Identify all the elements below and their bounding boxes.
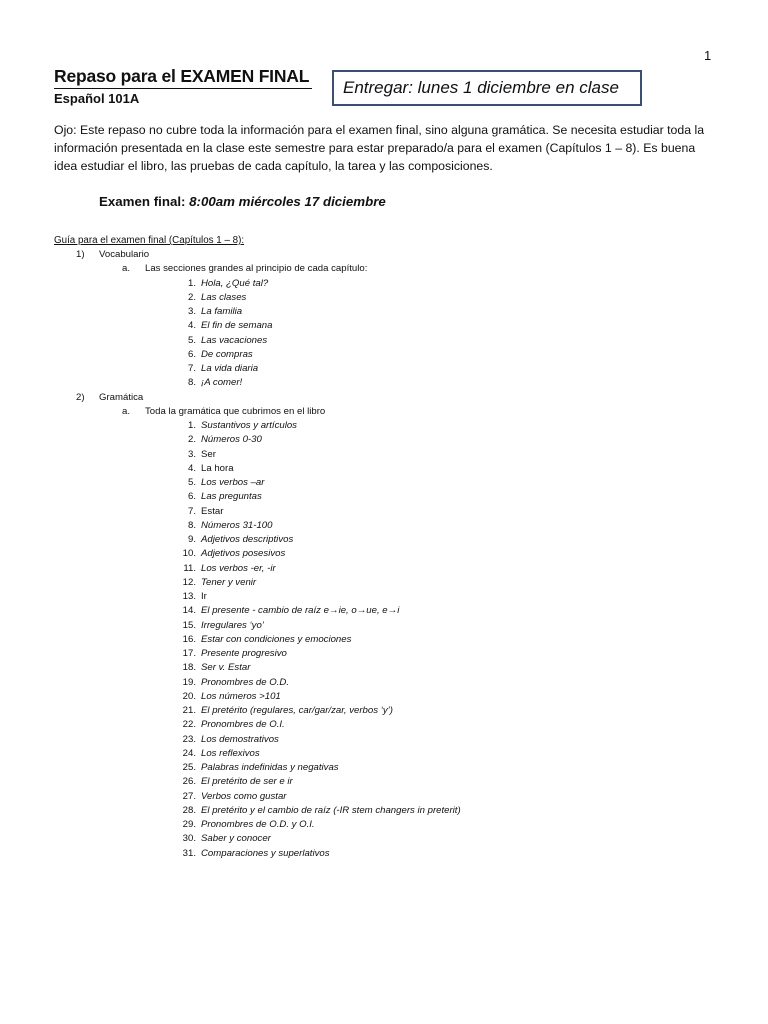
list-item-text: Pronombres de O.I. xyxy=(201,719,285,731)
list-item-number: 12. xyxy=(182,576,196,588)
list-item-text: Pronombres de O.D. xyxy=(201,676,289,688)
list-item-number: 8. xyxy=(187,519,196,531)
list-item-number: 22. xyxy=(182,719,196,731)
list-item-text: El fin de semana xyxy=(201,320,273,332)
list-item-number: 3. xyxy=(187,306,196,317)
list-item-text: Estar xyxy=(201,505,224,517)
list-item-text: Hola, ¿Qué tal? xyxy=(201,277,269,289)
subsection-label: Las secciones grandes al principio de cada capítulo: xyxy=(145,263,368,275)
list-item-number: 15. xyxy=(182,619,196,631)
list-item-number: 10. xyxy=(182,548,196,560)
list-item-number: 30. xyxy=(182,833,196,845)
list-item-number: 4. xyxy=(187,320,196,332)
subsection-marker: a. xyxy=(122,263,131,275)
list-item-number: 23. xyxy=(182,733,196,745)
list-item-number: 25. xyxy=(182,762,196,773)
list-item-text: Los números >101 xyxy=(201,690,281,702)
list-item-number: 4. xyxy=(187,462,196,474)
list-item-number: 7. xyxy=(187,505,196,517)
list-item-number: 3. xyxy=(187,448,196,460)
list-item-text: El pretérito de ser e ir xyxy=(201,776,293,788)
list-item-number: 6. xyxy=(187,348,196,360)
list-item-number: 5. xyxy=(187,334,196,346)
list-item-number: 18. xyxy=(182,662,196,674)
list-item-text: Comparaciones y superlativos xyxy=(201,847,330,859)
list-item-text: Las preguntas xyxy=(201,491,262,503)
list-item-text: Ir xyxy=(201,591,207,602)
list-item-number: 14. xyxy=(182,605,196,617)
list-item-text: Pronombres de O.D. y O.I. xyxy=(201,819,315,830)
exam-date-line xyxy=(99,194,386,209)
list-item-number: 27. xyxy=(182,790,196,802)
list-item-number: 9. xyxy=(187,534,196,545)
list-item-text: El pretérito y el cambio de raíz (-IR stem changers in preterit) xyxy=(201,804,461,816)
list-item-number: 2. xyxy=(187,434,196,446)
list-item-number: 31. xyxy=(182,847,196,859)
section-number: 1) xyxy=(76,249,85,260)
list-item-number: 7. xyxy=(187,363,196,374)
list-item-number: 21. xyxy=(182,705,196,716)
list-item-number: 1. xyxy=(187,420,196,431)
list-item-text: La familia xyxy=(201,306,243,317)
list-item-text: Saber y conocer xyxy=(201,833,271,845)
list-item-text: Sustantivos y artículos xyxy=(201,420,297,431)
guide-heading: Guía para el examen final (Capítulos 1 – 8): xyxy=(54,235,245,246)
list-item-number: 5. xyxy=(187,477,196,488)
list-item-text: Números 31-100 xyxy=(201,519,273,531)
course-subtitle: Español 101A xyxy=(54,91,140,106)
list-item-text: La hora xyxy=(201,462,234,474)
list-item-text: Estar con condiciones y emociones xyxy=(201,633,352,645)
list-item-text: El presente - cambio de raíz e→ie, o→ue, e→i xyxy=(201,605,400,617)
list-item-text: Tener y venir xyxy=(201,576,257,588)
list-item-number: 17. xyxy=(182,648,196,659)
list-item-text: Las clases xyxy=(201,291,247,303)
list-item-text: La vida diaria xyxy=(201,363,259,374)
exam-datetime: 8:00am miércoles 17 diciembre xyxy=(189,194,386,209)
list-item-number: 6. xyxy=(187,491,196,503)
list-item-text: Adjetivos posesivos xyxy=(201,548,286,560)
list-item-number: 29. xyxy=(182,819,196,830)
list-item-text: Los reflexivos xyxy=(201,747,260,759)
exam-label: Examen final: xyxy=(99,194,190,209)
list-item-number: 26. xyxy=(182,776,196,788)
list-item-text: Ser v. Estar xyxy=(201,662,251,674)
list-item-number: 28. xyxy=(182,804,196,816)
list-item-text: Los demostrativos xyxy=(201,733,279,745)
list-item-number: 2. xyxy=(187,291,196,303)
list-item-number: 1. xyxy=(187,277,196,289)
list-item-text: El pretérito (regulares, car/gar/zar, verbos ‘y’) xyxy=(201,705,393,716)
page-title: Repaso para el EXAMEN FINAL xyxy=(54,66,312,89)
section-label: Vocabulario xyxy=(99,249,150,260)
list-item-number: 20. xyxy=(182,690,196,702)
subsection-marker: a. xyxy=(122,405,131,417)
list-item-text: Los verbos -er, -ir xyxy=(201,562,276,574)
list-item-text: Adjetivos descriptivos xyxy=(201,534,294,545)
list-item-number: 11. xyxy=(183,562,196,574)
list-item-number: 16. xyxy=(182,633,196,645)
list-item-text: Las vacaciones xyxy=(201,334,268,346)
deadline-box: Entregar: lunes 1 diciembre en clase xyxy=(332,70,642,106)
list-item-number: 24. xyxy=(182,747,196,759)
list-item-number: 19. xyxy=(182,676,196,688)
list-item-text: Palabras indefinidas y negativas xyxy=(201,762,339,773)
list-item-text: Irregulares ‘yo’ xyxy=(201,619,264,631)
list-item-text: ¡A comer! xyxy=(201,377,243,389)
section-label: Gramática xyxy=(99,391,144,403)
list-item-text: Números 0-30 xyxy=(201,434,262,446)
list-item-number: 8. xyxy=(187,377,196,389)
list-item-text: De compras xyxy=(201,348,253,360)
list-item-text: Verbos como gustar xyxy=(201,790,287,802)
section-number: 2) xyxy=(76,391,85,403)
list-item-text: Presente progresivo xyxy=(201,648,287,659)
list-item-text: Los verbos –ar xyxy=(201,477,265,488)
list-item-text: Ser xyxy=(201,448,216,460)
subsection-label: Toda la gramática que cubrimos en el libro xyxy=(145,405,326,417)
page-number: 1 xyxy=(704,48,712,63)
intro-paragraph: Ojo: Este repaso no cubre toda la información para el examen final, sino alguna gramática. Se necesita estudiar toda la información presentada en la clase este semestre para estar preparado/a para el examen (Capítulos 1 – 8). Es buena idea estudiar el libro, las pruebas de cada capítulo, la tarea y las composiciones. xyxy=(54,123,705,173)
list-item-number: 13. xyxy=(182,591,196,602)
